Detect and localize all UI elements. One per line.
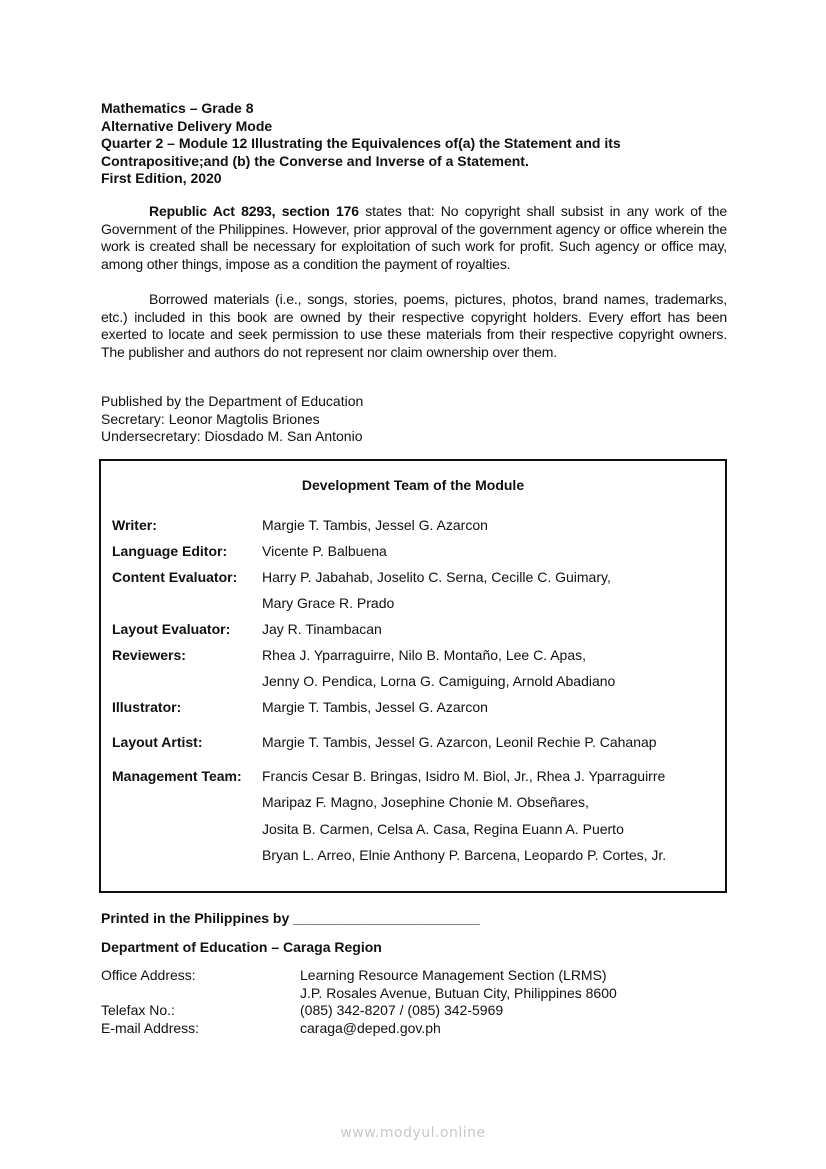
telefax-value: (085) 342-8207 / (085) 342-5969: [300, 1002, 504, 1019]
role-names: Vicente P. Balbuena: [262, 543, 387, 559]
subject-grade: Mathematics – Grade 8: [101, 100, 254, 116]
role-label: Layout Artist:: [112, 734, 203, 750]
office-address-line-1: Learning Resource Management Section (LRMS): [300, 967, 607, 983]
role-names: Jenny O. Pendica, Lorna G. Camiguing, Arnold Abadiano: [262, 673, 616, 689]
role-names: Maripaz F. Magno, Josephine Chonie M. Obseñares,: [262, 794, 589, 810]
role-names: Margie T. Tambis, Jessel G. Azarcon, Leonil Rechie P. Cahanap: [262, 734, 657, 750]
role-label: Content Evaluator:: [112, 569, 238, 585]
publisher-block: [101, 393, 727, 446]
role-names: Margie T. Tambis, Jessel G. Azarcon: [262, 517, 488, 533]
office-address-label: Office Address:: [101, 967, 196, 983]
region-heading: Department of Education – Caraga Region: [101, 939, 382, 955]
role-label: Writer:: [112, 517, 157, 533]
role-label: Language Editor:: [112, 543, 228, 559]
secretary: Secretary: Leonor Magtolis Briones: [101, 410, 320, 427]
role-names: Margie T. Tambis, Jessel G. Azarcon: [262, 699, 488, 715]
edition: First Edition, 2020: [101, 170, 222, 186]
email-label: E-mail Address:: [101, 1019, 200, 1036]
office-address-line-2: J.P. Rosales Avenue, Butuan City, Philippines 8600: [300, 984, 617, 1001]
law-text: states that: No copyright shall subsist in any work of the Government of the Philippines. However, prior approval of the government agency or office wherein the work is created shall be necessary for exploitation of such work for profit. Such agency or office may, among other things, impose as a condition the payment of royalties.: [101, 203, 727, 272]
team-title: Development Team of the Module: [301, 477, 525, 493]
contact-block: [101, 967, 727, 1037]
role-names: Jay R. Tinambacan: [262, 621, 382, 637]
role-label: Layout Evaluator:: [112, 621, 231, 637]
role-names: Rhea J. Yparraguirre, Nilo B. Montaño, Lee C. Apas,: [262, 647, 586, 663]
delivery-mode: Alternative Delivery Mode: [101, 117, 273, 134]
role-label: Management Team:: [112, 768, 242, 784]
watermark: www.modyul.online: [340, 1125, 486, 1141]
office-address-row: [101, 967, 727, 985]
printed-in: Printed in the Philippines by ________________________: [101, 910, 480, 926]
email-row: [101, 1020, 727, 1038]
role-names: Mary Grace R. Prado: [262, 595, 395, 611]
law-reference: Republic Act 8293, section 176: [149, 203, 359, 219]
module-title-line-1: Quarter 2 – Module 12 Illustrating the Equivalences of(a) the Statement and its: [101, 135, 621, 151]
undersecretary: Undersecretary: Diosdado M. San Antonio: [101, 428, 363, 445]
role-label: Reviewers:: [112, 647, 186, 663]
module-title-block: [101, 100, 727, 188]
role-label: Illustrator:: [112, 699, 182, 715]
telefax-row: [101, 1002, 727, 1020]
module-title-line-2: Contrapositive;and (b) the Converse and Inverse of a Statement.: [101, 152, 529, 169]
role-names: Francis Cesar B. Bringas, Isidro M. Biol, Jr., Rhea J. Yparraguirre: [262, 768, 666, 784]
office-address-row-2: [101, 985, 727, 1003]
telefax-label: Telefax No.:: [101, 1002, 175, 1019]
role-names: Harry P. Jabahab, Joselito C. Serna, Cecille C. Guimary,: [262, 569, 611, 585]
role-names: Bryan L. Arreo, Elnie Anthony P. Barcena, Leopardo P. Cortes, Jr.: [262, 847, 667, 863]
development-team-box: [99, 459, 727, 893]
role-names: Josita B. Carmen, Celsa A. Casa, Regina Euann A. Puerto: [262, 821, 624, 837]
published-by: Published by the Department of Education: [101, 393, 364, 409]
email-value: caraga@deped.gov.ph: [300, 1019, 441, 1036]
copyright-paragraph: [101, 203, 727, 273]
borrowed-materials-paragraph: Borrowed materials (i.e., songs, stories, poems, pictures, photos, brand names, trademarks, etc.) included in this book are owned by their respective copyright holders. Every effort has been exerted to locate and seek permission to use these materials from their respective copyright owners. The publisher and authors do not represent nor claim ownership over them.: [101, 291, 727, 360]
